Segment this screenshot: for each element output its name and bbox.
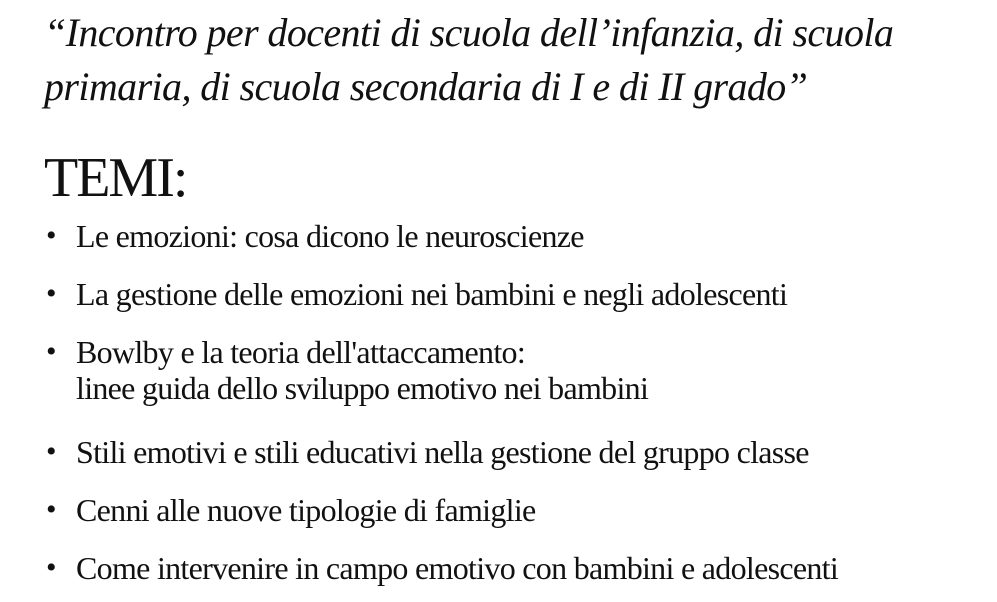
list-item <box>44 218 584 254</box>
bullet-icon: • <box>46 335 56 368</box>
event-subtitle <box>44 6 984 114</box>
list-item <box>44 550 838 586</box>
subtitle-line-2: primaria, di scuola secondaria di I e di II grado” <box>44 64 808 109</box>
list-item <box>44 492 536 528</box>
topics-heading: TEMI: <box>44 147 187 209</box>
list-item <box>44 334 648 406</box>
subtitle-line-1: “Incontro per docenti di scuola dell’infanzia, di scuola <box>44 10 894 55</box>
topic-text: Stili emotivi e stili educativi nella gestione del gruppo classe <box>76 434 809 470</box>
bullet-icon: • <box>46 435 56 468</box>
list-item <box>44 434 809 470</box>
list-item <box>44 276 787 312</box>
topic-text-continuation: linee guida dello sviluppo emotivo nei bambini <box>76 370 649 406</box>
bullet-icon: • <box>46 493 56 526</box>
bullet-icon: • <box>46 219 56 252</box>
topic-text: Bowlby e la teoria dell'attaccamento: <box>76 334 526 370</box>
topic-text: Come intervenire in campo emotivo con bambini e adolescenti <box>76 550 839 586</box>
bullet-icon: • <box>46 551 56 584</box>
topic-text: La gestione delle emozioni nei bambini e negli adolescenti <box>76 276 788 312</box>
bullet-icon: • <box>46 277 56 310</box>
topic-text: Cenni alle nuove tipologie di famiglie <box>76 492 536 528</box>
topic-text: Le emozioni: cosa dicono le neuroscienze <box>76 218 584 254</box>
